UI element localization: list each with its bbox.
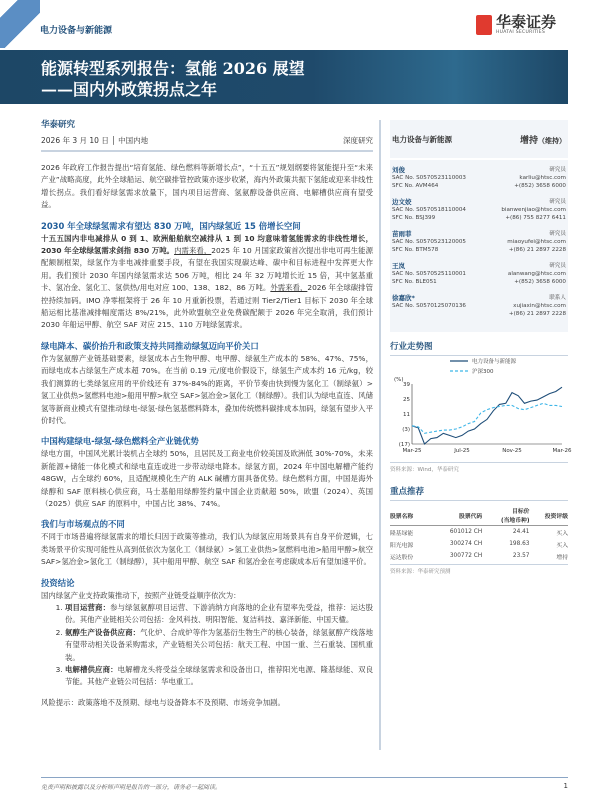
analyst-email[interactable]: bianwenjiao@htsc.com bbox=[501, 207, 566, 213]
col-header: 投资评级 bbox=[529, 505, 568, 526]
analyst-sac: SAC No. S0570518110004 bbox=[392, 207, 466, 213]
col-header-line: (当地币种) bbox=[500, 518, 530, 524]
report-body bbox=[41, 162, 373, 709]
analyst-role: 研究员 bbox=[549, 231, 566, 237]
rating-box bbox=[390, 120, 568, 158]
section-paragraph bbox=[41, 233, 373, 332]
analyst-phone: +(86) 755 8277 6411 bbox=[505, 215, 566, 221]
logo-mark-icon bbox=[476, 15, 492, 35]
section-heading: 我们与市场观点的不同 bbox=[41, 519, 125, 530]
item-text: 参与绿氢氨醇项目运营、下游消纳方向落地的企业有望率先受益，推荐：运达股份。其他产业链相关公司包括：金风科技、明阳智能、复洁科技、嘉泽新能、中国天楹。 bbox=[65, 602, 373, 625]
analyst-name: 苗雨菲 bbox=[392, 230, 412, 238]
picks-table bbox=[390, 505, 568, 562]
table-cell: 运达股份 bbox=[390, 554, 414, 561]
x-tick-label: Mar-25 bbox=[402, 448, 422, 454]
main-column bbox=[41, 118, 373, 717]
item-label: 电解槽供应商： bbox=[65, 665, 118, 674]
region: 中国内地 bbox=[118, 136, 149, 145]
picks-title: 重点推荐 bbox=[390, 485, 568, 501]
analyst-sfc: SFC No. BSJ399 bbox=[392, 215, 436, 221]
chart-title: 行业走势图 bbox=[390, 340, 568, 356]
analyst-email[interactable]: karliu@htsc.com bbox=[519, 175, 566, 181]
analyst-sac: SAC No. S0570125070136 bbox=[392, 303, 466, 309]
report-type: 深度研究 bbox=[343, 136, 373, 145]
item-text: 气化炉、合成炉等作为氢基衍生物生产的核心装备，绿氢氨醇产线落地有望带动相关设备采购需求，产业链相关公司包括：航天工程、中国一重、兰石重装、国机重装。 bbox=[65, 627, 373, 662]
analyst-email[interactable]: xujiaxin@htsc.com bbox=[513, 303, 566, 309]
section-heading: 中国构建绿电-绿氢-绿色燃料全产业链优势 bbox=[41, 436, 199, 447]
org-name: 华泰研究 bbox=[41, 120, 76, 130]
disclaimer: 免责声明和披露以及分析师声明是报告的一部分，请务必一起阅读。 bbox=[41, 784, 222, 791]
col-header: 股票代码 bbox=[428, 505, 482, 526]
y-tick-label: 39 bbox=[403, 382, 410, 388]
analyst-sfc: SFC No. BLE051 bbox=[392, 279, 437, 285]
sidebar-sector: 电力设备与新能源 bbox=[392, 134, 452, 144]
analyst-list bbox=[390, 160, 568, 332]
logo bbox=[476, 15, 556, 35]
item-label: 氨醇生产设备供应商： bbox=[65, 627, 141, 637]
dateline: 2026 年 3 月 10 日 │ 中国内地 深度研究 bbox=[41, 135, 373, 152]
table-row bbox=[390, 526, 568, 539]
y-tick-label: (17) bbox=[398, 442, 410, 448]
table-cell: 买入 bbox=[556, 530, 568, 537]
chart-source: 资料来源：Wind，华泰研究 bbox=[390, 462, 568, 473]
item-text: 电解槽龙头将受益全球绿氢需求和设备出口，推荐阳光电源、隆基绿能、双良节能。其他产业链公司包括：华电重工。 bbox=[65, 665, 373, 687]
analyst-sac: SAC No. S0570523120005 bbox=[392, 239, 466, 245]
corner-decoration bbox=[0, 0, 40, 48]
analyst bbox=[392, 262, 566, 286]
footer bbox=[41, 777, 568, 791]
analyst-phone: +(852) 3658 6000 bbox=[514, 183, 566, 189]
y-tick-label: 25 bbox=[403, 397, 410, 403]
y-tick-label: 11 bbox=[403, 412, 410, 418]
page-number: 1 bbox=[563, 782, 568, 790]
section-heading: 投资结论 bbox=[41, 577, 75, 588]
x-tick-label: Nov-25 bbox=[502, 448, 522, 454]
conclusion-list bbox=[41, 602, 373, 689]
y-axis-label: (%) bbox=[394, 377, 404, 383]
series-line-0 bbox=[412, 387, 562, 444]
table-cell: 601012 CH bbox=[449, 529, 483, 535]
table-cell: 24.41 bbox=[512, 529, 530, 535]
analyst-name: 边文姣 bbox=[392, 198, 412, 206]
analyst-phone: +(852) 3658 6000 bbox=[514, 279, 566, 285]
header-sector: 电力设备与新能源 bbox=[40, 26, 113, 36]
underlined-text: 内需来看， bbox=[174, 246, 212, 256]
analyst bbox=[392, 198, 566, 222]
analyst bbox=[392, 166, 566, 190]
section-paragraph: 绿电方面，中国风光累计装机占全球约 50%，且居民及工商业电价较美国及欧洲低 30%-70%，未来新能源+储能一体化模式和绿电直连或进一步带动绿电降本。绿氢方面，2024 年中国电解槽产能约 48GW，占全球约 60%，且适配规模化生产的 ALK 碱槽方面具备优势。绿色燃料方面，中国是海外绿醇和 SAF 原料核心供应商，马士基船用绿醇签约量中国企业贡献超 50%，欧盟（2024）、英国（2025）供应 SAF 的原料中，中国占比 38%、74%。 bbox=[41, 449, 373, 508]
list-item bbox=[65, 627, 373, 664]
analyst-phone: +(86) 21 2897 2228 bbox=[508, 247, 566, 253]
x-tick-label: Mar-26 bbox=[552, 448, 572, 454]
report-date: 2026 年 3 月 10 日 bbox=[41, 136, 109, 145]
analyst-phone: +(86) 21 2897 2228 bbox=[508, 311, 566, 317]
table-cell: 23.57 bbox=[512, 553, 530, 559]
list-item bbox=[65, 602, 373, 627]
analyst-sfc: SFC No. AVM464 bbox=[392, 183, 439, 189]
table-cell: 300772 CH bbox=[449, 553, 483, 559]
table-cell: 增持 bbox=[556, 554, 568, 561]
analyst bbox=[392, 294, 566, 318]
rating-note: （维持） bbox=[538, 135, 566, 145]
series-line-1 bbox=[412, 403, 562, 433]
analyst-role: 研究员 bbox=[549, 167, 566, 173]
item-label: 项目运营商： bbox=[65, 602, 111, 612]
table-cell: 300274 CH bbox=[449, 541, 483, 547]
legend-label: 电力设备与新能源 bbox=[472, 359, 517, 365]
underlined-text: 外需来看， bbox=[270, 283, 308, 293]
section-paragraph: 作为氢氨醇产业链基础要素，绿氢成本占生物甲醇、电甲醇、绿氨生产成本的 58%、47%、75%，而绿电成本占绿氢生产成本超 70%。在当前 0.19 元/度电价假设下，绿氢生产成本约 16 元/kg，较我们测算的七类绿氢应用的平价线还有 37%-84%的距离，平价节奏由快到慢为氢化工（制绿氨）>氢工业供热>氢燃料电池>船用甲醇>航空 SAF>氢冶金>氢化工（制绿醇）。我们认为绿电直连、风储氢等新商业模式有望推动绿电-绿氢-绿色氢基燃料降本，叠加传统燃料碳排成本加码，绿氢有望步入平价时代。 bbox=[41, 353, 373, 425]
analyst-name: 王岚 bbox=[392, 262, 405, 270]
rating: 增持 bbox=[519, 135, 538, 146]
col-header bbox=[482, 505, 529, 526]
intro-paragraph: 2026 年政府工作报告提出“培育氢能、绿色燃料等新增长点”，“十五五”规划纲要将氢能提升至“未来产业”战略高度，此外全球船运、航空碳排管控政策亦逐步收紧，海内外政策共振下氢能或迎来非线性增长拐点。我们看好绿氢需求放量下，国内项目运营商、氢氨醇设备供应商、电解槽供应商有望受益。 bbox=[41, 163, 373, 210]
picks-source: 资料来源：华泰研究预测 bbox=[390, 564, 568, 575]
table-cell: 阳光电源 bbox=[390, 542, 414, 549]
analyst bbox=[392, 230, 566, 254]
col-header: 股票名称 bbox=[390, 505, 428, 526]
column-divider bbox=[379, 120, 381, 750]
report-title: 能源转型系列报告：氢能 2026 展望 bbox=[41, 59, 305, 78]
analyst-role: 研究员 bbox=[549, 199, 566, 205]
title-banner bbox=[0, 50, 568, 104]
section-paragraph: 不同于市场普遍将绿氢需求的增长归因于政策等推动，我们认为绿氢应用场景具有自身平价逻辑，七类场景平价实现可能性从高到低依次为氢化工（制绿氨）>氢工业供热>氢燃料电池>船用甲醇>航空 SAF>氢冶金>氢化工（制绿醇），其中船用甲醇、航空 SAF 和氢冶金在考虑碳成本后有望加速平价。 bbox=[41, 532, 373, 567]
report-subtitle: ——国内外政策拐点之年 bbox=[41, 80, 218, 99]
analyst-email[interactable]: alanwang@htsc.com bbox=[507, 271, 566, 277]
legend-label: 沪深300 bbox=[472, 369, 494, 375]
analyst-sac: SAC No. S0570523110003 bbox=[392, 175, 466, 181]
logo-en: HUATAI SECURITIES bbox=[496, 30, 546, 35]
y-tick-label: (3) bbox=[402, 427, 410, 433]
table-cell: 198.63 bbox=[509, 541, 530, 547]
analyst-role: 研究员 bbox=[549, 263, 566, 269]
analyst-role: 联系人 bbox=[549, 295, 566, 301]
table-cell: 买入 bbox=[556, 542, 568, 549]
analyst-name: 徐嘉欣* bbox=[392, 294, 415, 302]
list-item bbox=[65, 664, 373, 689]
industry-chart bbox=[390, 356, 572, 456]
col-header-line: 目标价 bbox=[512, 509, 530, 515]
risk-warning: 风险提示：政策落地不及预期、绿电与设备降本不及预期、市场竞争加剧。 bbox=[41, 697, 285, 707]
x-tick-label: Jul-25 bbox=[454, 448, 470, 454]
section-heading: 绿电降本、碳价抬升和政策支持共同推动绿氢迈向平价关口 bbox=[41, 340, 259, 351]
table-cell: 隆基绿能 bbox=[390, 530, 414, 537]
text: 2025 年 10 月国家政策首次提出非电可再生能源配额制框架，绿氢作为非电减排重要手段，有望在我国实现碳达峰、碳中和目标进程中发挥更大作用。我们预计 2030 年国内绿氢需求达 506 万吨，相比 24 年 32 万吨增长近 15 倍，其中氢基重卡、氢冶金、氢化工、氢供热/用电对应 100、138、182、86 万吨。 bbox=[41, 246, 374, 293]
table-row bbox=[390, 538, 568, 550]
conclusion-intro: 国内绿氢产业支持政策推动下，按照产业链受益顺序依次为： bbox=[41, 590, 241, 600]
bold-text: 十五五国内非电减排从 0 到 1、欧洲船舶航空减排从 1 到 10 均意味着氢能需求的非线性增长，2030 年全球绿氢需求剑指 830 万吨。 bbox=[41, 233, 373, 256]
analyst-sfc: SFC No. BTM578 bbox=[392, 247, 439, 253]
text: 2026 年全球碳排管控持续加码。IMO 净零框架将于 26 年 10 月重新投票，若通过则 Tier2/Tier1 目标下 2030 年全球船运相比基准减排幅度需达 8%/21%，此外欧盟航空业免费碳配额于 2026 年完全取消，我们预计 2030 年船运甲醇、航空 SAF 对应 215、110 万吨绿氢需求。 bbox=[41, 283, 373, 330]
section-heading: 2030 年全球绿氢需求有望达 830 万吨，国内绿氢近 15 倍增长空间 bbox=[41, 220, 301, 231]
analyst-name: 刘俊 bbox=[392, 166, 405, 174]
analyst-sac: SAC No. S0570525110001 bbox=[392, 271, 466, 277]
sidebar bbox=[390, 120, 572, 575]
logo-cn: 华泰证券 bbox=[496, 13, 557, 31]
analyst-email[interactable]: miaoyufei@htsc.com bbox=[507, 239, 566, 245]
table-row bbox=[390, 550, 568, 562]
